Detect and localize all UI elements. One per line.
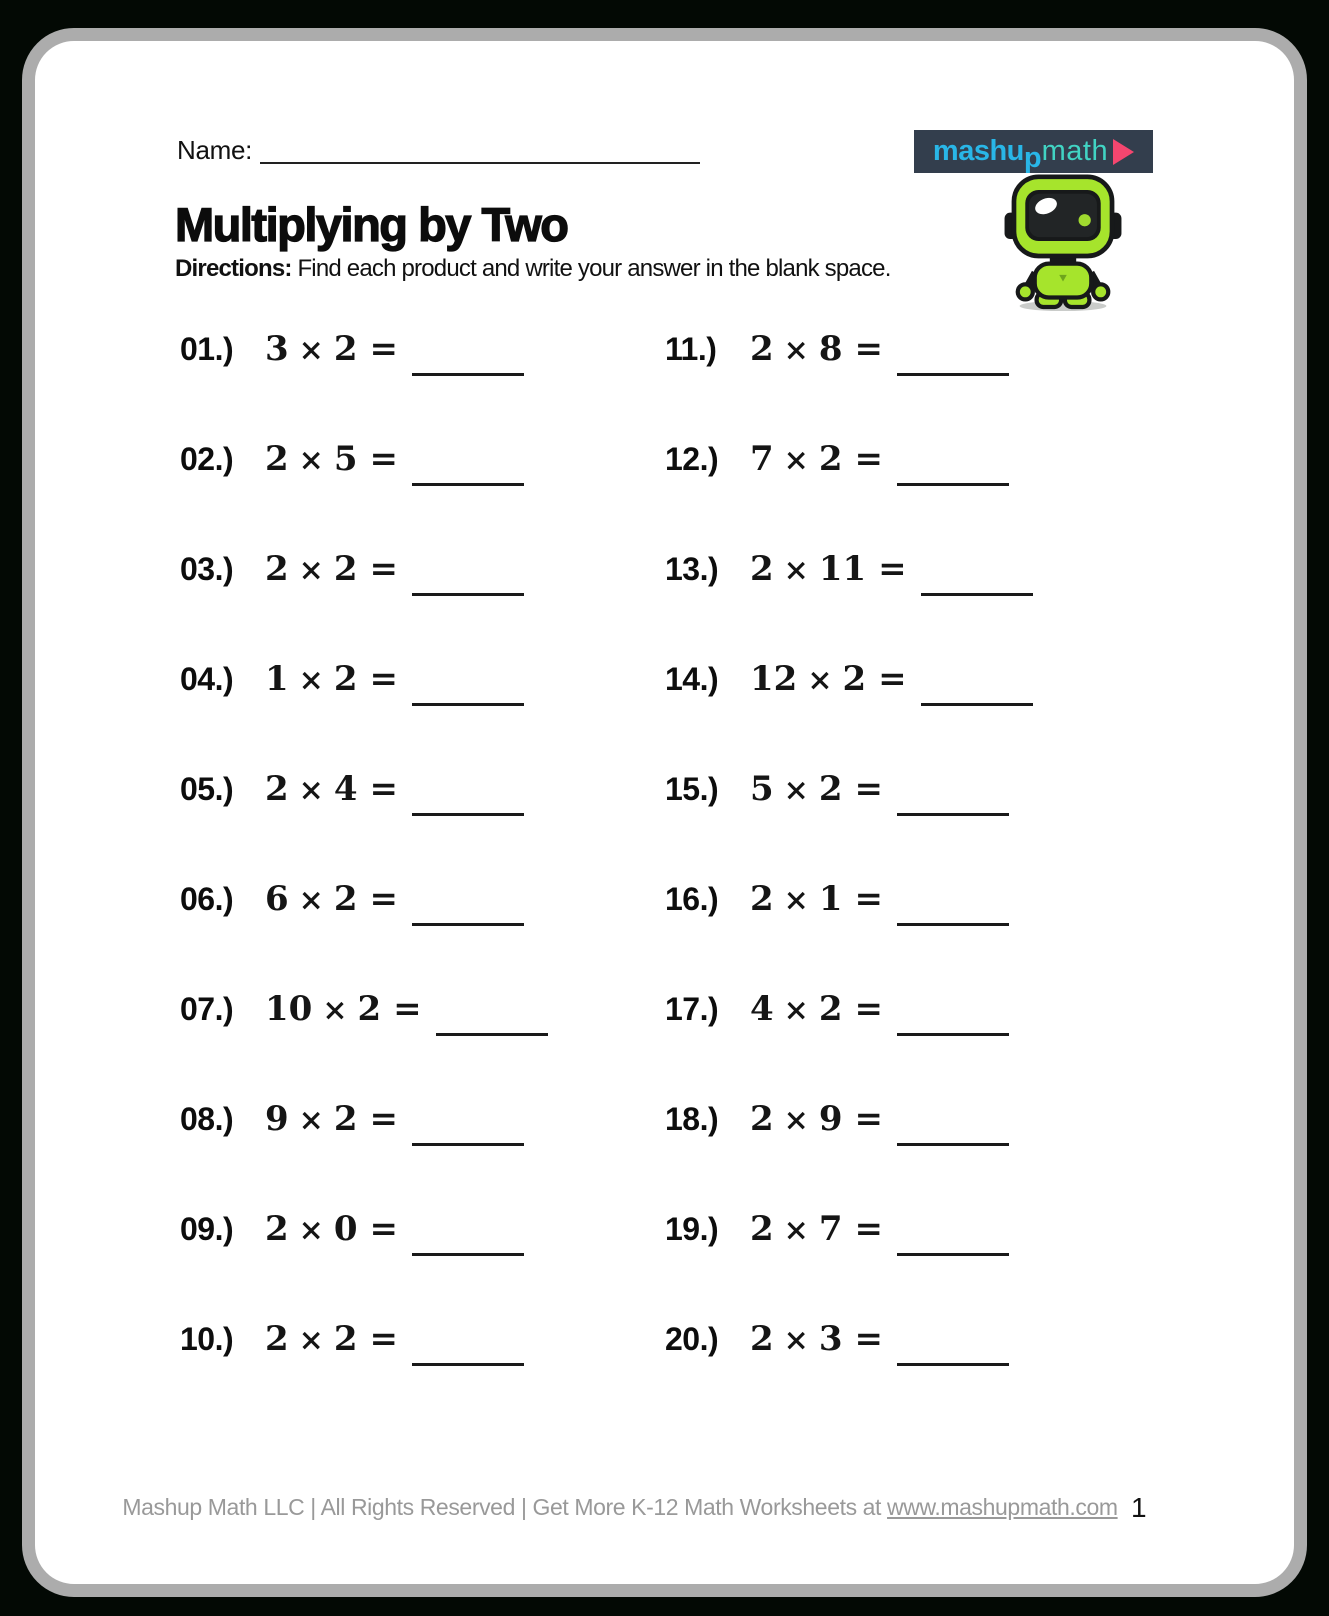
equals-sign: =	[854, 1209, 883, 1249]
multiplication-sign: ×	[298, 883, 324, 918]
name-label: Name:	[177, 135, 253, 165]
factor-a: 3	[265, 329, 289, 369]
problem-number: 10.)	[180, 1321, 234, 1357]
logo-text-mashu: mashu	[932, 135, 1024, 167]
problem-number: 02.)	[180, 441, 234, 477]
multiplication-sign: ×	[783, 883, 809, 918]
problem-number: 19.)	[665, 1211, 719, 1247]
problem-row	[180, 549, 680, 597]
multiplication-sign: ×	[298, 333, 324, 368]
factor-b: 2	[333, 879, 358, 919]
answer-blank[interactable]	[897, 813, 1009, 816]
problem-number: 14.)	[665, 661, 719, 697]
multiplication-sign: ×	[298, 1323, 324, 1358]
equals-sign: =	[854, 769, 883, 809]
problem-number: 13.)	[665, 551, 719, 587]
factor-b: 3	[818, 1319, 843, 1359]
problem-number: 04.)	[180, 661, 234, 697]
factor-a: 10	[265, 989, 313, 1029]
equals-sign: =	[369, 769, 398, 809]
factor-b: 2	[333, 1319, 358, 1359]
factor-a: 2	[265, 1319, 289, 1359]
multiplication-sign: ×	[322, 993, 348, 1028]
answer-blank[interactable]	[412, 373, 524, 376]
multiplication-sign: ×	[783, 333, 809, 368]
page-title: Multiplying by Two	[175, 198, 568, 251]
factor-b: 4	[333, 769, 358, 809]
factor-b: 2	[818, 439, 843, 479]
answer-blank[interactable]	[412, 1143, 524, 1146]
multiplication-sign: ×	[783, 993, 809, 1028]
problem-row	[180, 989, 680, 1037]
factor-b: 2	[818, 989, 843, 1029]
equals-sign: =	[369, 1319, 398, 1359]
factor-a: 1	[265, 659, 289, 699]
problem-row	[180, 769, 680, 817]
problem-row	[180, 1209, 680, 1257]
factor-a: 12	[750, 659, 798, 699]
equals-sign: =	[854, 439, 883, 479]
factor-a: 9	[265, 1099, 289, 1139]
equals-sign: =	[854, 879, 883, 919]
factor-b: 7	[818, 1209, 843, 1249]
footer-link[interactable]: www.mashupmath.com	[887, 1494, 1118, 1520]
robot-mascot-icon	[997, 169, 1129, 311]
equals-sign: =	[854, 1099, 883, 1139]
factor-b: 2	[842, 659, 867, 699]
multiplication-sign: ×	[783, 1213, 809, 1248]
equals-sign: =	[854, 989, 883, 1029]
multiplication-sign: ×	[298, 1103, 324, 1138]
equals-sign: =	[369, 659, 398, 699]
multiplication-sign: ×	[298, 663, 324, 698]
equals-sign: =	[854, 329, 883, 369]
problem-row	[665, 329, 1165, 377]
problem-number: 11.)	[665, 331, 717, 367]
multiplication-sign: ×	[298, 1213, 324, 1248]
logo-text-p: p	[1023, 142, 1042, 174]
problem-number: 08.)	[180, 1101, 234, 1137]
problem-number: 12.)	[665, 441, 719, 477]
equals-sign: =	[854, 1319, 883, 1359]
answer-blank[interactable]	[897, 483, 1009, 486]
problem-row	[665, 989, 1165, 1037]
factor-b: 2	[333, 659, 358, 699]
answer-blank[interactable]	[897, 1253, 1009, 1256]
factor-a: 2	[750, 1099, 774, 1139]
answer-blank[interactable]	[897, 1033, 1009, 1036]
factor-a: 5	[750, 769, 774, 809]
problem-row	[665, 1319, 1165, 1367]
page-number: 1	[1131, 1492, 1147, 1523]
problem-row	[665, 549, 1165, 597]
problem-number: 15.)	[665, 771, 719, 807]
factor-a: 2	[750, 1319, 774, 1359]
equals-sign: =	[369, 549, 398, 589]
factor-b: 2	[357, 989, 382, 1029]
answer-blank[interactable]	[412, 1253, 524, 1256]
factor-a: 6	[265, 879, 289, 919]
footer	[35, 1494, 1205, 1521]
problem-number: 06.)	[180, 881, 234, 917]
factor-b: 2	[333, 1099, 358, 1139]
equals-sign: =	[393, 989, 422, 1029]
factor-b: 2	[333, 329, 358, 369]
problem-row	[180, 879, 680, 927]
multiplication-sign: ×	[298, 773, 324, 808]
answer-blank[interactable]	[412, 813, 524, 816]
factor-a: 7	[750, 439, 774, 479]
name-input-line[interactable]	[260, 162, 700, 164]
multiplication-sign: ×	[783, 553, 809, 588]
directions-label: Directions:	[175, 255, 292, 282]
problem-row	[665, 1099, 1165, 1147]
answer-blank[interactable]	[897, 923, 1009, 926]
worksheet-page	[22, 28, 1307, 1597]
answer-blank[interactable]	[897, 373, 1009, 376]
factor-b: 11	[818, 549, 867, 589]
problem-number: 05.)	[180, 771, 234, 807]
mashupmath-logo	[914, 130, 1153, 173]
factor-a: 2	[750, 879, 774, 919]
answer-blank[interactable]	[412, 703, 524, 706]
multiplication-sign: ×	[783, 443, 809, 478]
problem-number: 03.)	[180, 551, 234, 587]
name-row	[177, 135, 700, 166]
logo-text-math: math	[1041, 135, 1109, 167]
directions	[175, 255, 891, 283]
equals-sign: =	[369, 1209, 398, 1249]
factor-a: 2	[750, 1209, 774, 1249]
problem-row	[665, 1209, 1165, 1257]
multiplication-sign: ×	[298, 443, 324, 478]
factor-a: 4	[750, 989, 774, 1029]
problem-number: 20.)	[665, 1321, 719, 1357]
answer-blank[interactable]	[412, 1363, 524, 1366]
worksheet-content	[35, 41, 1294, 1584]
answer-blank[interactable]	[921, 593, 1033, 596]
problem-row	[180, 439, 680, 487]
problem-number: 09.)	[180, 1211, 234, 1247]
factor-b: 9	[818, 1099, 843, 1139]
factor-a: 2	[265, 439, 289, 479]
factor-a: 2	[265, 769, 289, 809]
multiplication-sign: ×	[807, 663, 833, 698]
equals-sign: =	[369, 1099, 398, 1139]
factor-a: 2	[750, 549, 774, 589]
factor-b: 5	[333, 439, 358, 479]
equals-sign: =	[878, 659, 907, 699]
multiplication-sign: ×	[783, 1323, 809, 1358]
answer-blank[interactable]	[436, 1033, 548, 1036]
answer-blank[interactable]	[921, 703, 1033, 706]
problem-number: 17.)	[665, 991, 719, 1027]
factor-b: 2	[333, 549, 358, 589]
problem-row	[180, 659, 680, 707]
factor-a: 2	[265, 1209, 289, 1249]
equals-sign: =	[878, 549, 907, 589]
equals-sign: =	[369, 439, 398, 479]
problem-row	[665, 439, 1165, 487]
problem-row	[665, 769, 1165, 817]
answer-blank[interactable]	[412, 483, 524, 486]
answer-blank[interactable]	[897, 1143, 1009, 1146]
equals-sign: =	[369, 329, 398, 369]
problem-row	[665, 659, 1165, 707]
play-triangle-icon	[1113, 139, 1134, 165]
problem-number: 16.)	[665, 881, 719, 917]
factor-b: 8	[818, 329, 843, 369]
multiplication-sign: ×	[298, 553, 324, 588]
footer-text: Mashup Math LLC | All Rights Reserved | Get More K-12 Math Worksheets at	[122, 1494, 882, 1520]
factor-a: 2	[265, 549, 289, 589]
multiplication-sign: ×	[783, 773, 809, 808]
answer-blank[interactable]	[412, 923, 524, 926]
problem-row	[180, 1319, 680, 1367]
problem-number: 18.)	[665, 1101, 719, 1137]
problems-column-right	[665, 329, 1165, 1439]
equals-sign: =	[369, 879, 398, 919]
problem-row	[665, 879, 1165, 927]
answer-blank[interactable]	[897, 1363, 1009, 1366]
problem-number: 07.)	[180, 991, 234, 1027]
factor-b: 1	[818, 879, 843, 919]
problem-row	[180, 1099, 680, 1147]
problems-column-left	[180, 329, 680, 1439]
factor-a: 2	[750, 329, 774, 369]
problem-number: 01.)	[180, 331, 234, 367]
factor-b: 0	[333, 1209, 358, 1249]
factor-b: 2	[818, 769, 843, 809]
problem-row	[180, 329, 680, 377]
answer-blank[interactable]	[412, 593, 524, 596]
directions-text: Find each product and write your answer in the blank space.	[297, 255, 891, 282]
multiplication-sign: ×	[783, 1103, 809, 1138]
